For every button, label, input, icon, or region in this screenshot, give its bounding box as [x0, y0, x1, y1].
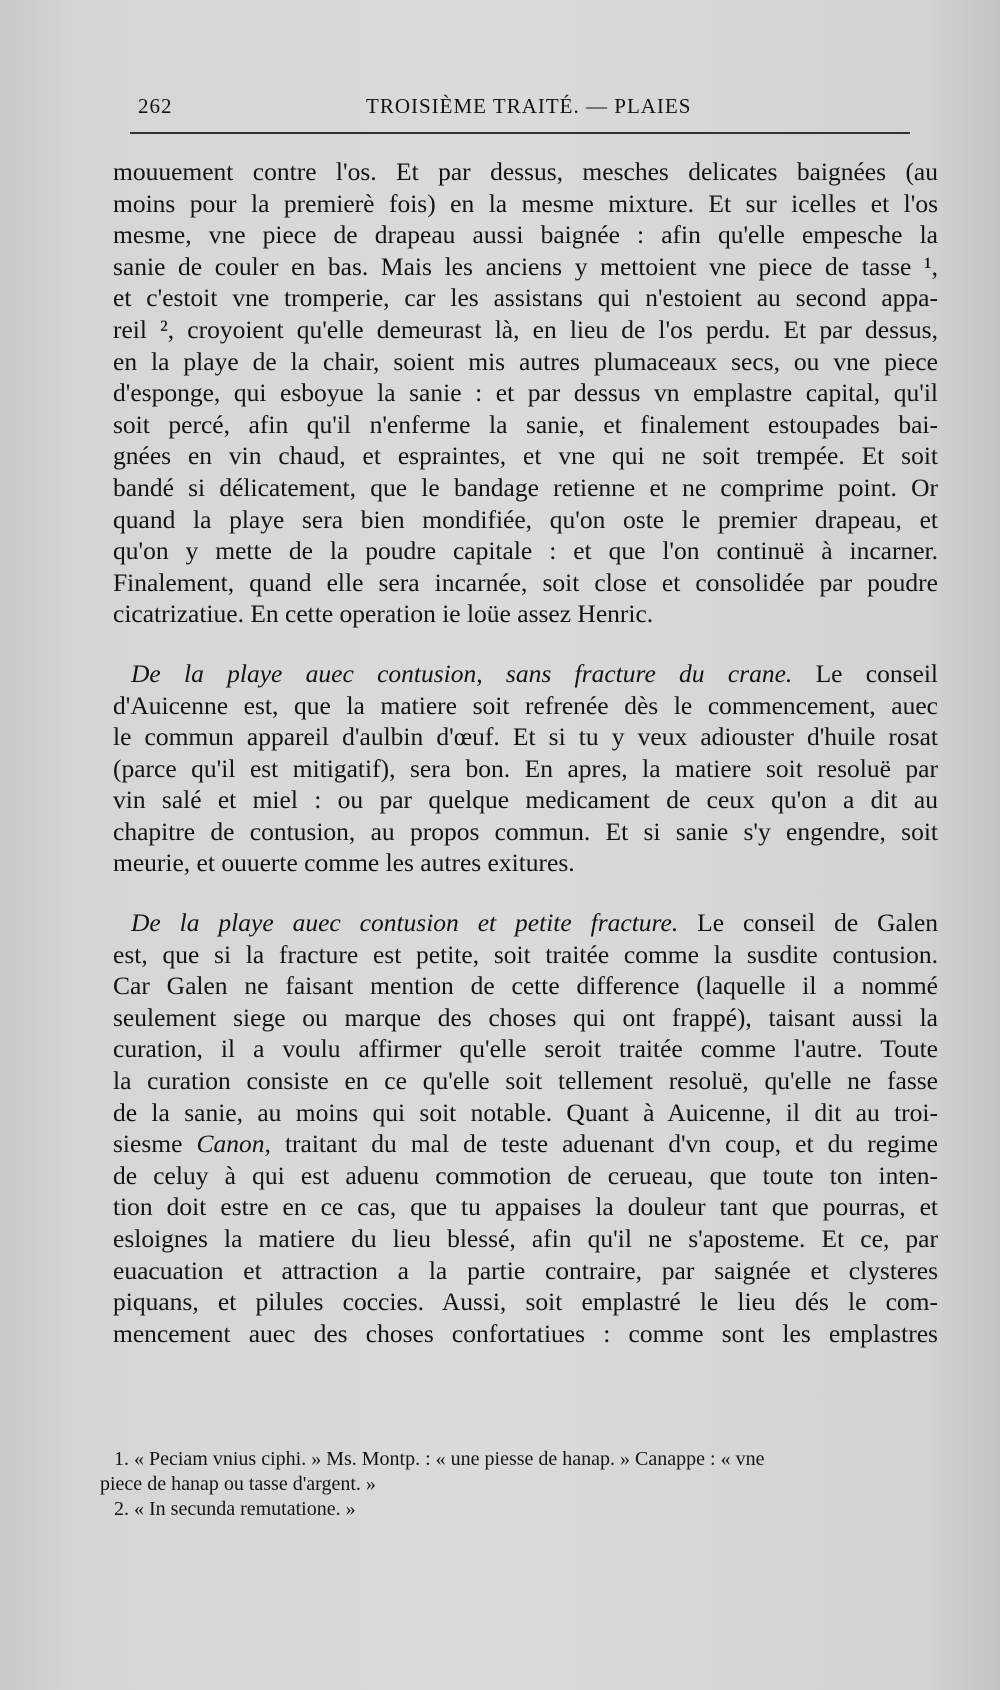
text-line: curation, il a voulu affirmer qu'elle seroit traitée comme l'autre. Toute [113, 1034, 938, 1064]
text-run: Le conseil de Galen [697, 908, 939, 938]
text-line: bandé si délicatement, que le bandage retienne et ne comprime point. Or [113, 472, 938, 502]
text-line: de la sanie, au moins qui soit notable. Quant à Auicenne, il dit au troi- [113, 1097, 938, 1127]
text-run: siesme [113, 1129, 183, 1159]
section-heading: De la playe auec contusion, sans fracture du crane. [131, 658, 793, 688]
text-run: traitant du mal de teste aduenant d'vn coup, et du regime [284, 1129, 938, 1159]
header-rule [130, 132, 910, 134]
page-header [138, 90, 908, 130]
text-line: euacuation et attraction a la partie contraire, par saignée et clysteres [113, 1255, 938, 1285]
section-heading: De la playe auec contusion et petite fracture. [131, 908, 679, 938]
text-line: esloignes la matiere du lieu blessé, afin qu'il ne s'aposteme. Et ce, par [113, 1224, 938, 1253]
text-line: Finalement, quand elle sera incarnée, soit close et consolidée par poudre [113, 567, 938, 597]
running-title: TROISIÈME TRAITÉ. — PLAIES [366, 94, 692, 118]
text-line: quand la playe sera bien mondifiée, qu'on oste le premier drapeau, et [113, 504, 938, 534]
text-line: mesme, vne piece de drapeau aussi baignée : afin qu'elle empesche la [113, 220, 938, 250]
text-line: seulement siege ou marque des choses qui ont frappé), taisant aussi la [113, 1002, 938, 1032]
text-line: (parce qu'il est mitigatif), sera bon. En apres, la matiere soit resoluë par [113, 753, 938, 783]
text-line: moins pour la premierè fois) en la mesme mixture. Et sur icelles et l'os [113, 188, 938, 218]
paragraph-contusion-petite-fracture [113, 907, 938, 1349]
text-line: qu'on y mette de la poudre capitale : et que l'on continuë à incarner. [113, 536, 938, 566]
text-line: et c'estoit vne tromperie, car les assistans qui n'estoient au second appa- [113, 283, 938, 313]
page-number: 262 [138, 94, 173, 118]
text-line: d'esponge, qui esboyue la sanie : et par dessus vn emplastre capital, qu'il [113, 378, 938, 408]
text-line: de celuy à qui est aduenu commotion de cerueau, que toute ton inten- [113, 1160, 938, 1190]
footnote-1: 1. « Peciam vnius ciphi. » Ms. Montp. : « une piesse de hanap. » Canappe : « vne [114, 1448, 765, 1470]
text-line: cicatrizatiue. En cette operation ie loüe assez Henric. [113, 599, 654, 629]
text-line: en la playe de la chair, soient mis autres plumaceaux secs, ou vne piece [113, 346, 938, 376]
footnote-1-continued: piece de hanap ou tasse d'argent. » [100, 1473, 376, 1495]
text-line: mencement auec des choses confortatiues : comme sont les emplastres [113, 1318, 938, 1348]
text-line [113, 658, 938, 690]
text-line: Car Galen ne faisant mention de cette difference (laquelle il a nommé [113, 971, 938, 1001]
text-line: d'Auicenne est, que la matiere soit refrenée dès le commencement, auec [113, 690, 938, 720]
text-line: mouuement contre l'os. Et par dessus, mesches delicates baignées (au [113, 157, 938, 186]
text-line: le commun appareil d'aulbin d'œuf. Et si tu y veux adiouster d'huile rosat [113, 722, 938, 752]
body-text [113, 156, 938, 1349]
text-run: Le conseil [815, 658, 939, 688]
text-line [113, 1128, 938, 1160]
text-line: est, que si la fracture est petite, soit traitée comme la susdite contusion. [113, 939, 938, 969]
text-line: meurie, et ouuerte comme les autres exitures. [113, 848, 575, 878]
paragraph-contusion-sans-fracture [113, 658, 938, 879]
footnote-2: 2. « In secunda remutatione. » [114, 1498, 356, 1520]
footnotes [100, 1447, 935, 1522]
text-line: piquans, et pilules coccies. Aussi, soit emplastré le lieu dés le com- [113, 1287, 938, 1317]
text-line: sanie de couler en bas. Mais les anciens y mettoient vne piece de tasse ¹, [113, 251, 938, 281]
text-line: vin salé et miel : ou par quelque medicament de ceux qu'on a dit au [113, 785, 938, 815]
text-line: gnées en vin chaud, et espraintes, et vne qui ne soit trempée. Et soit [113, 441, 938, 471]
text-line: reil ², croyoient qu'elle demeurast là, en lieu de l'os perdu. Et par dessus, [113, 314, 938, 344]
text-line: tion doit estre en ce cas, que tu appaises la douleur tant que pourras, et [113, 1192, 938, 1222]
text-line: soit percé, afin qu'il n'enferme la sanie, et finalement estoupades bai- [113, 409, 938, 439]
paragraph-gap [113, 879, 938, 907]
paragraph-plaie-os [113, 156, 938, 630]
paragraph-gap [113, 630, 938, 658]
text-line: la curation consiste en ce qu'elle soit tellement resoluë, qu'elle ne fasse [113, 1066, 938, 1096]
text-line: chapitre de contusion, au propos commun. Et si sanie s'y engendre, soit [113, 816, 938, 846]
text-line [113, 907, 938, 939]
work-title: Canon, [196, 1129, 271, 1159]
